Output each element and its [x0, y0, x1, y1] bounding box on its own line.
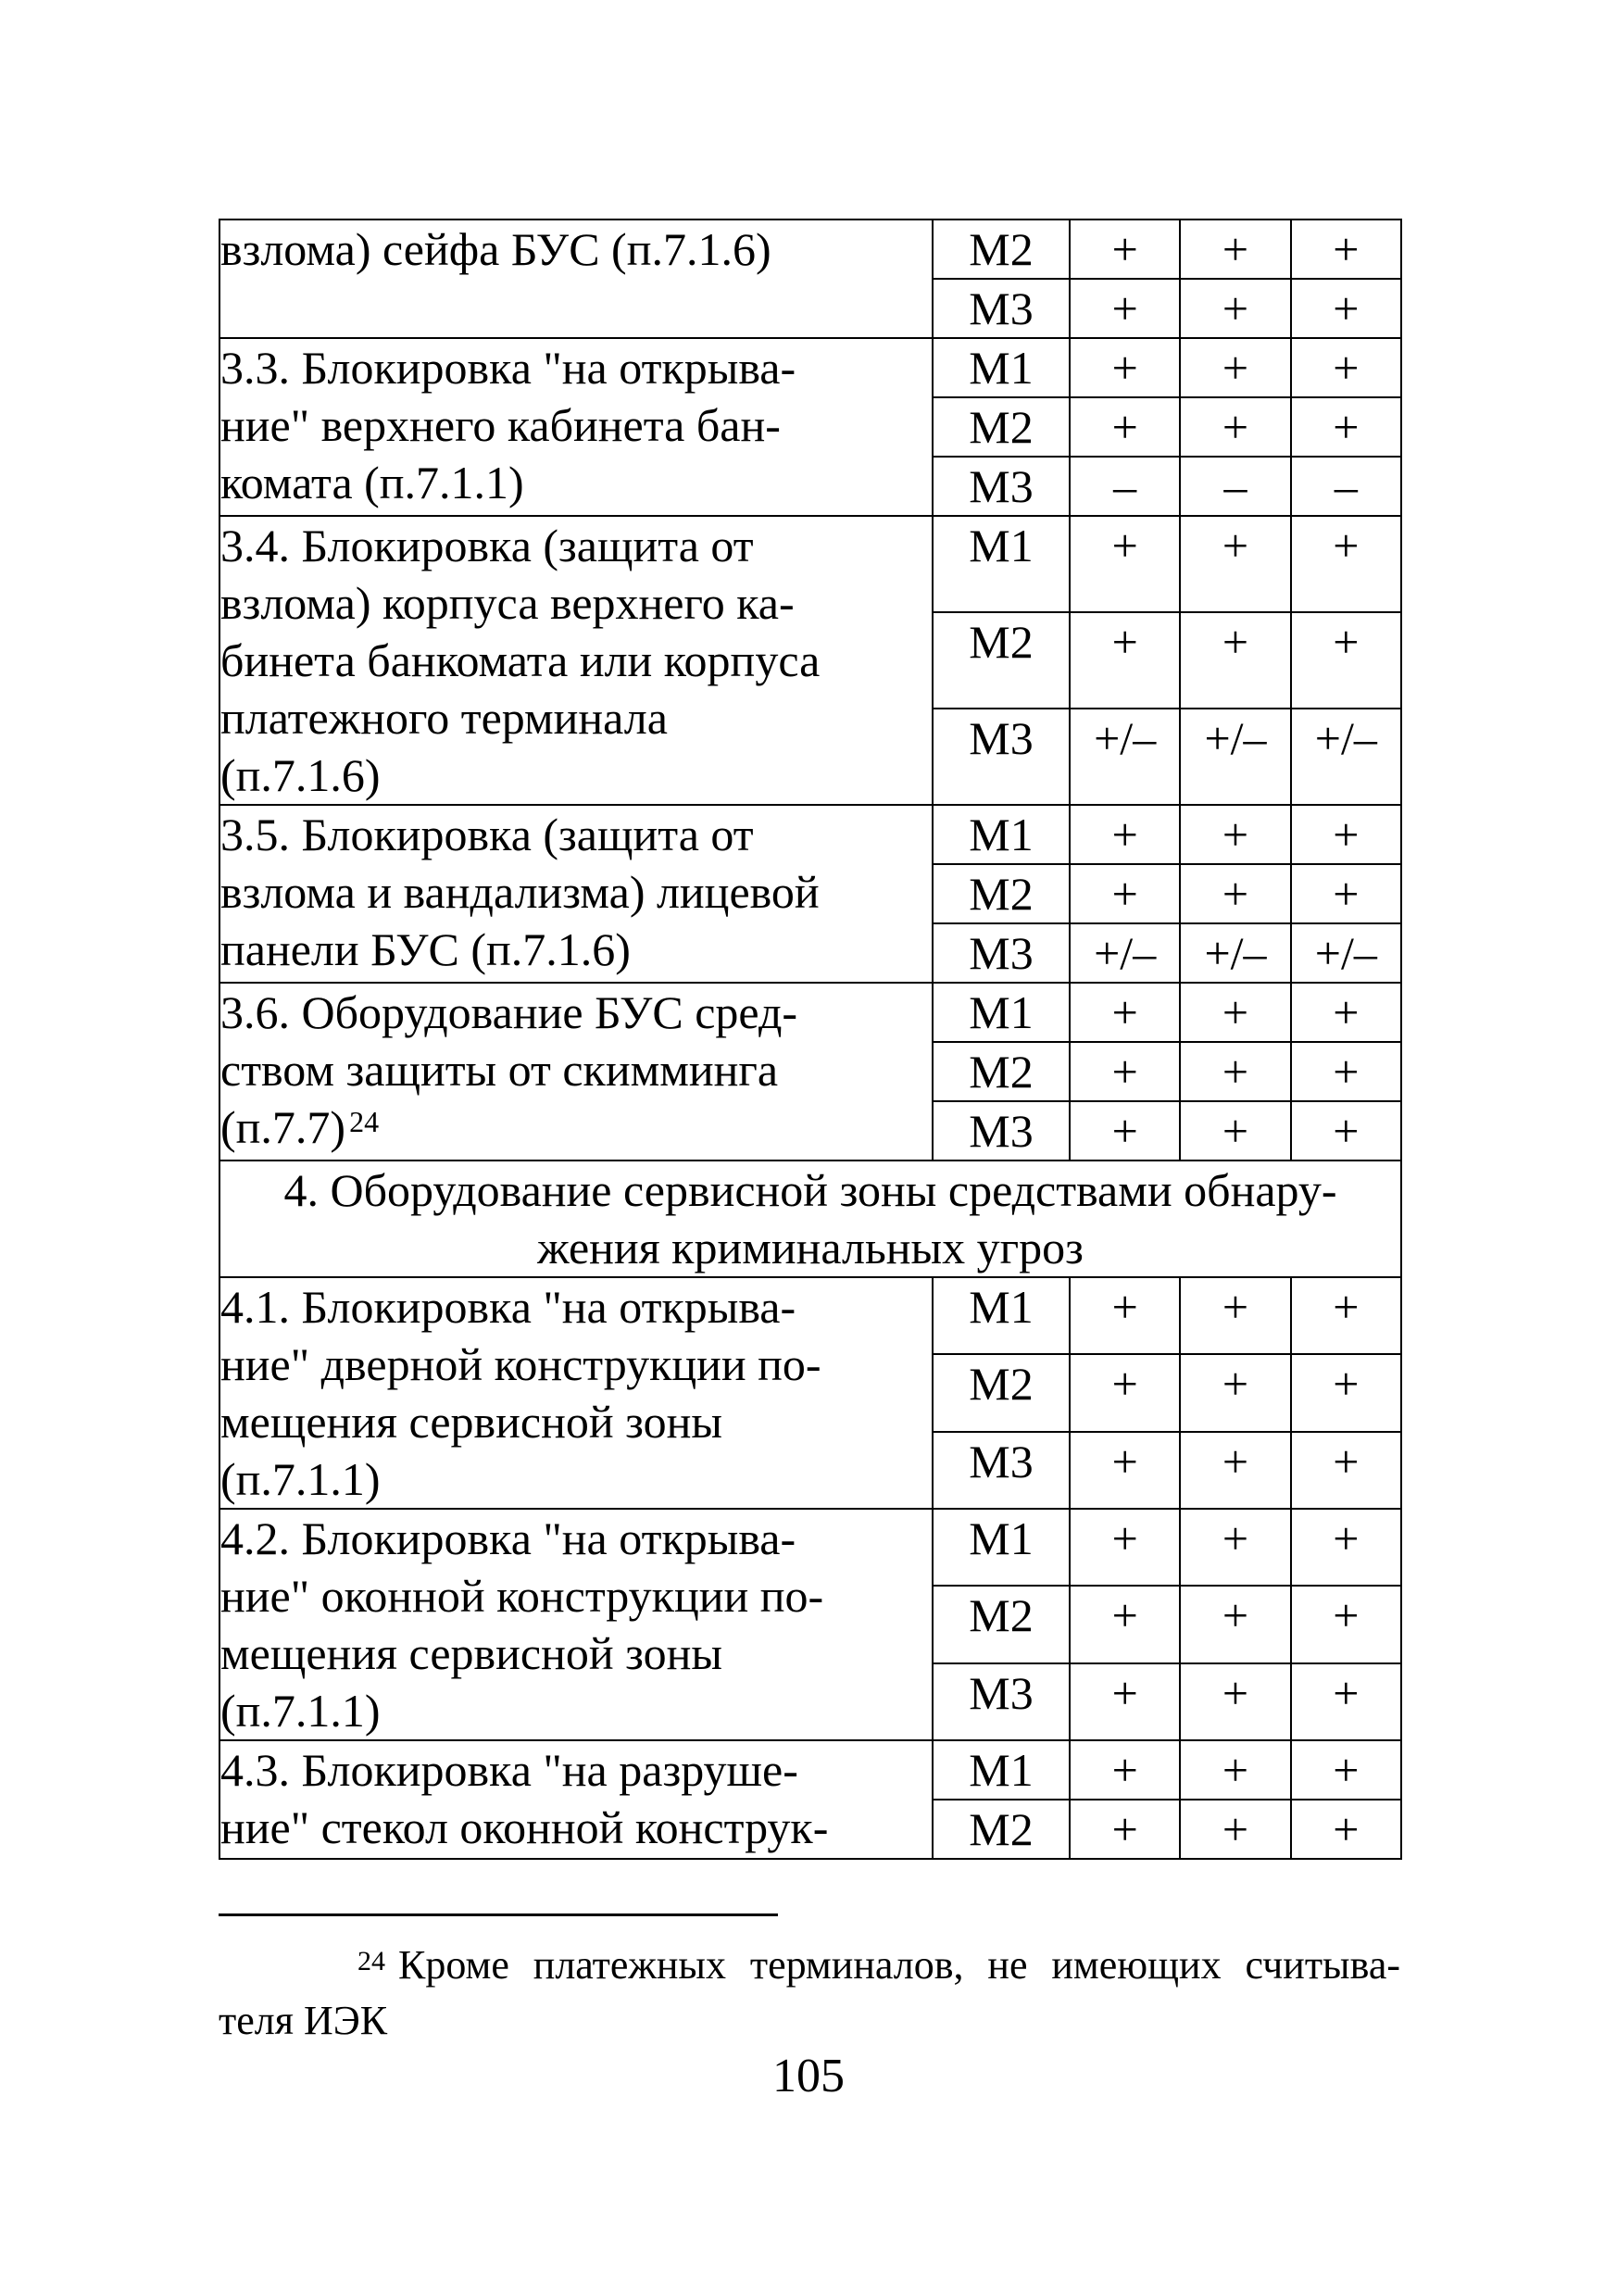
mode-cell: М2 [933, 864, 1070, 923]
value-cell: + [1291, 983, 1401, 1042]
requirement-cell [219, 1509, 933, 1740]
value-cell: + [1070, 864, 1180, 923]
value-cell: + [1291, 1101, 1401, 1161]
mode-cell: М2 [933, 1354, 1070, 1431]
requirement-cell [219, 516, 933, 805]
value-cell: + [1070, 1101, 1180, 1161]
value-cell: + [1291, 516, 1401, 612]
requirement-cell [219, 805, 933, 983]
value-cell: + [1070, 1663, 1180, 1740]
requirement-text: 4.1. Блокировка "на открыва- ние" дверной конструкции по- мещения сервисной зоны (п.7.1.1) [220, 1281, 821, 1505]
mode-cell: М2 [933, 220, 1070, 279]
value-cell: + [1291, 864, 1401, 923]
value-cell: – [1180, 457, 1290, 516]
requirement-cell [219, 220, 933, 338]
footnote-number: 24 [357, 1946, 385, 1976]
value-cell: + [1070, 1354, 1180, 1431]
value-cell: +/– [1180, 709, 1290, 805]
value-cell: + [1070, 397, 1180, 457]
value-cell: +/– [1070, 709, 1180, 805]
requirement-text: 4.3. Блокировка "на разруше- ние" стекол оконной конструк- [220, 1744, 829, 1853]
value-cell: + [1180, 397, 1290, 457]
page-number: 105 [772, 2050, 845, 2102]
requirement-cell [219, 983, 933, 1161]
mode-cell: М3 [933, 923, 1070, 983]
value-cell: + [1180, 864, 1290, 923]
value-cell: + [1291, 1432, 1401, 1509]
value-cell: + [1180, 612, 1290, 709]
mode-cell: М1 [933, 338, 1070, 397]
table-row [219, 338, 1401, 397]
value-cell: + [1070, 983, 1180, 1042]
value-cell: + [1180, 1277, 1290, 1354]
value-cell: + [1291, 279, 1401, 338]
footnote-text: Кроме платежных терминалов, не имеющих считыва-теля ИЭК [219, 1942, 1400, 2043]
mode-cell: М3 [933, 1101, 1070, 1161]
mode-cell: М2 [933, 1586, 1070, 1662]
value-cell: + [1070, 220, 1180, 279]
value-cell: +/– [1291, 923, 1401, 983]
table-row [219, 1509, 1401, 1586]
mode-cell: М3 [933, 457, 1070, 516]
value-cell: + [1291, 1800, 1401, 1859]
value-cell: + [1070, 1432, 1180, 1509]
value-cell: +/– [1070, 923, 1180, 983]
value-cell: + [1070, 612, 1180, 709]
requirement-text: взлома) сейфа БУС (п.7.1.6) [220, 223, 771, 275]
value-cell: – [1070, 457, 1180, 516]
value-cell: + [1070, 1509, 1180, 1586]
value-cell: + [1070, 338, 1180, 397]
value-cell: + [1291, 397, 1401, 457]
requirement-text: 3.6. Оборудование БУС сред- ством защиты от скимминга (п.7.7) [220, 986, 798, 1153]
value-cell: + [1180, 983, 1290, 1042]
mode-cell: М1 [933, 516, 1070, 612]
value-cell: + [1291, 1740, 1401, 1800]
table-row [219, 220, 1401, 279]
value-cell: + [1070, 1277, 1180, 1354]
mode-cell: М1 [933, 983, 1070, 1042]
footnote [219, 1938, 1400, 2049]
mode-cell: М1 [933, 1740, 1070, 1800]
value-cell: + [1180, 1586, 1290, 1662]
value-cell: + [1180, 1432, 1290, 1509]
value-cell: + [1180, 1740, 1290, 1800]
value-cell: + [1180, 1042, 1290, 1101]
value-cell: + [1180, 1509, 1290, 1586]
mode-cell: М3 [933, 1432, 1070, 1509]
mode-cell: М2 [933, 397, 1070, 457]
value-cell: +/– [1291, 709, 1401, 805]
table-row [219, 1277, 1401, 1354]
mode-cell: М3 [933, 709, 1070, 805]
requirements-table [219, 219, 1402, 1860]
value-cell: + [1291, 220, 1401, 279]
value-cell: + [1291, 805, 1401, 864]
value-cell: + [1180, 338, 1290, 397]
requirement-cell [219, 1740, 933, 1859]
table-row [219, 983, 1401, 1042]
mode-cell: М1 [933, 805, 1070, 864]
requirements-table-body [219, 220, 1401, 1859]
value-cell: + [1070, 1586, 1180, 1662]
requirement-text: 3.4. Блокировка (защита от взлома) корпуса верхнего ка- бинета банкомата или корпуса платежного терминала (п.7.1.6) [220, 520, 821, 801]
table-row [219, 805, 1401, 864]
section-row [219, 1161, 1401, 1277]
value-cell: + [1070, 1042, 1180, 1101]
mode-cell: М2 [933, 1042, 1070, 1101]
requirement-text: 3.3. Блокировка "на открыва- ние" верхнего кабинета бан- комата (п.7.1.1) [220, 342, 796, 508]
value-cell: + [1291, 1586, 1401, 1662]
value-cell: + [1180, 1354, 1290, 1431]
mode-cell: М2 [933, 612, 1070, 709]
section-heading: 4. Оборудование сервисной зоны средствами обнару- жения криминальных угроз [219, 1161, 1401, 1277]
table-row [219, 1740, 1401, 1800]
value-cell: – [1291, 457, 1401, 516]
value-cell: + [1291, 1509, 1401, 1586]
value-cell: + [1180, 1663, 1290, 1740]
value-cell: + [1291, 338, 1401, 397]
requirement-cell [219, 1277, 933, 1509]
value-cell: + [1070, 1800, 1180, 1859]
table-row [219, 516, 1401, 612]
value-cell: + [1180, 516, 1290, 612]
value-cell: + [1070, 279, 1180, 338]
value-cell: + [1291, 1354, 1401, 1431]
value-cell: + [1180, 805, 1290, 864]
value-cell: + [1070, 516, 1180, 612]
requirement-text: 4.2. Блокировка "на открыва- ние" оконной конструкции по- мещения сервисной зоны (п.7.1.1) [220, 1512, 824, 1737]
value-cell: + [1180, 1800, 1290, 1859]
requirement-cell [219, 338, 933, 516]
mode-cell: М1 [933, 1509, 1070, 1586]
value-cell: + [1180, 220, 1290, 279]
requirement-text: 3.5. Блокировка (защита от взлома и вандализма) лицевой панели БУС (п.7.1.6) [220, 809, 820, 975]
value-cell: + [1070, 1740, 1180, 1800]
value-cell: + [1070, 805, 1180, 864]
mode-cell: М3 [933, 1663, 1070, 1740]
value-cell: +/– [1180, 923, 1290, 983]
footnote-reference: 24 [349, 1105, 380, 1138]
mode-cell: М1 [933, 1277, 1070, 1354]
value-cell: + [1291, 1042, 1401, 1101]
value-cell: + [1180, 1101, 1290, 1161]
value-cell: + [1180, 279, 1290, 338]
mode-cell: М3 [933, 279, 1070, 338]
mode-cell: М2 [933, 1800, 1070, 1859]
value-cell: + [1291, 1277, 1401, 1354]
footnote-separator [219, 1913, 778, 1916]
value-cell: + [1291, 612, 1401, 709]
value-cell: + [1291, 1663, 1401, 1740]
